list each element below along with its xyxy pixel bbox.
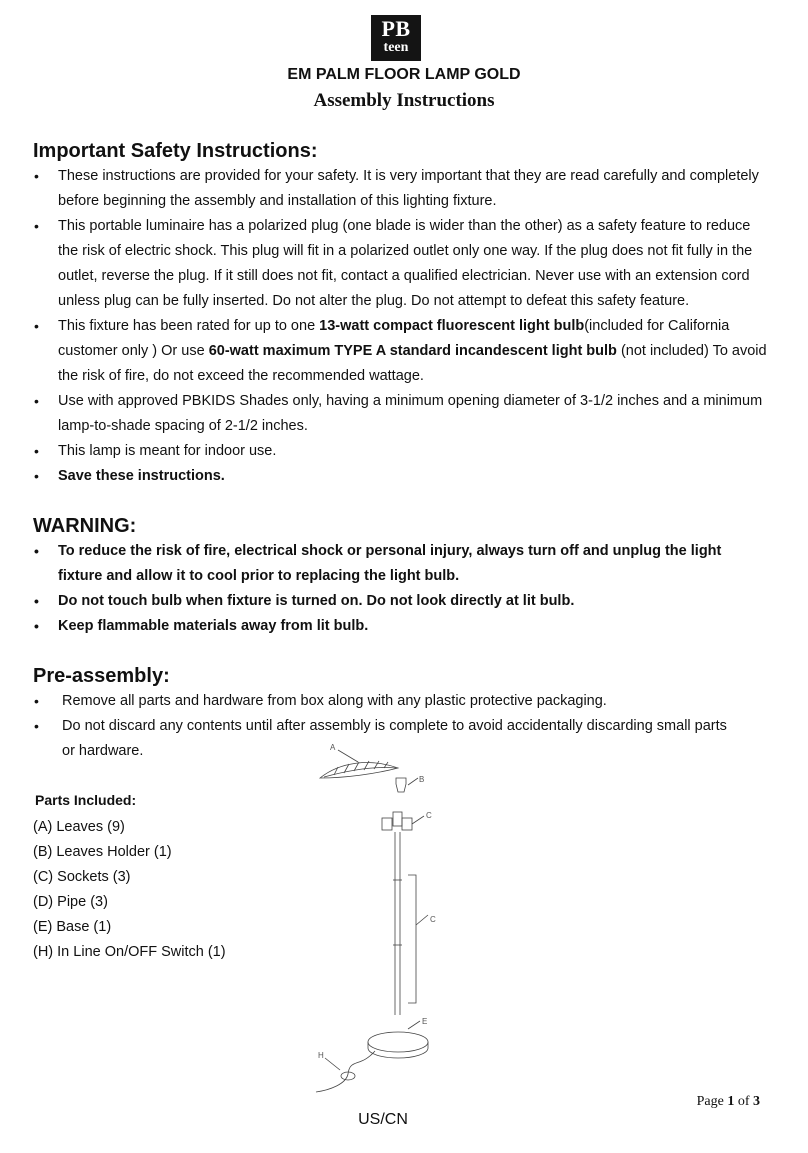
socket-center bbox=[393, 812, 402, 826]
socket-left bbox=[382, 818, 392, 830]
safety-item-3-bold-b: 60-watt maximum TYPE A standard incandescent light bulb bbox=[208, 343, 617, 359]
warning-heading: WARNING: bbox=[33, 515, 137, 537]
warning-list bbox=[33, 539, 768, 639]
warning-item-1-text: To reduce the risk of fire, electrical shock or personal injury, always turn off and unplug the light fixture and allow it to cool prior to replacing the light bulb. bbox=[58, 543, 722, 584]
part-item: (H) In Line On/OFF Switch (1) bbox=[33, 944, 226, 960]
safety-item-5 bbox=[33, 439, 768, 464]
safety-item-4 bbox=[33, 389, 768, 439]
logo-line-2: teen bbox=[383, 40, 409, 55]
part-item: (D) Pipe (3) bbox=[33, 894, 108, 910]
part-item: (A) Leaves (9) bbox=[33, 819, 125, 835]
diagram-label-c2: C bbox=[430, 915, 436, 924]
safety-item-6-text: Save these instructions. bbox=[58, 468, 225, 484]
safety-item-3-bold-a: 13-watt compact fluorescent light bulb bbox=[319, 318, 585, 334]
warning-item-3 bbox=[33, 614, 768, 639]
preassembly-item-2-text: Do not discard any contents until after assembly is complete to avoid accidentally discarding small parts or hardware. bbox=[62, 718, 727, 759]
page-number bbox=[697, 1094, 760, 1110]
preassembly-heading: Pre-assembly: bbox=[33, 665, 170, 687]
safety-item-6 bbox=[33, 464, 768, 489]
region-code: US/CN bbox=[358, 1111, 408, 1128]
safety-item-2-text: This portable luminaire has a polarized plug (one blade is wider than the other) as a safety feature to reduce the risk of electric shock. This plug will fit in a polarized outlet only one way. If the plug does not fit fully in the outlet, reverse the plug. If it still does not fit, contact a qualified electrician. Never use with an extension cord unless plug can be fully inserted. Do not alter the plug. Do not attempt to defeat this safety feature. bbox=[58, 218, 753, 309]
part-item: (B) Leaves Holder (1) bbox=[33, 844, 172, 860]
diagram-label-h: H bbox=[318, 1051, 324, 1060]
safety-heading: Important Safety Instructions: bbox=[33, 140, 318, 162]
socket-right bbox=[402, 818, 412, 830]
page-of: of bbox=[734, 1094, 753, 1109]
parts-heading: Parts Included: bbox=[35, 792, 137, 808]
page-total: 3 bbox=[753, 1094, 760, 1109]
base-illustration bbox=[368, 1032, 428, 1052]
lamp-parts-diagram bbox=[300, 740, 470, 1100]
leaves-holder-illustration bbox=[396, 778, 406, 792]
part-item: (E) Base (1) bbox=[33, 919, 112, 935]
warning-item-3-text: Keep flammable materials away from lit bulb. bbox=[58, 618, 369, 634]
diagram-label-c: C bbox=[426, 811, 432, 820]
safety-item-2 bbox=[33, 214, 768, 314]
diagram-label-a: A bbox=[330, 743, 336, 752]
warning-item-2 bbox=[33, 589, 768, 614]
page-prefix: Page bbox=[696, 1094, 728, 1109]
safety-item-3-text-b: (included for California customer only ) Or use bbox=[58, 318, 730, 359]
preassembly-item-1 bbox=[33, 689, 733, 714]
warning-item-2-text: Do not touch bulb when fixture is turned on. Do not look directly at lit bulb. bbox=[58, 593, 575, 609]
safety-item-1 bbox=[33, 164, 768, 214]
safety-list bbox=[33, 164, 768, 489]
diagram-label-b: B bbox=[419, 775, 425, 784]
document-subtitle: Assembly Instructions bbox=[313, 90, 495, 111]
safety-item-3-text-a: This fixture has been rated for up to one bbox=[58, 318, 320, 334]
logo-line-1: PB bbox=[381, 16, 411, 41]
safety-item-5-text: This lamp is meant for indoor use. bbox=[58, 443, 277, 459]
safety-item-4-text: Use with approved PBKIDS Shades only, having a minimum opening diameter of 3-1/2 inches and a minimum lamp-to-shade spacing of 2-1/2 inches. bbox=[58, 393, 763, 434]
diagram-label-e: E bbox=[422, 1017, 428, 1026]
product-title: EM PALM FLOOR LAMP GOLD bbox=[287, 66, 521, 83]
safety-item-3-text-c: (not included) To avoid the risk of fire, do not exceed the recommended wattage. bbox=[58, 343, 767, 384]
parts-list bbox=[33, 815, 226, 965]
safety-item-1-text: These instructions are provided for your safety. It is very important that they are read carefully and completely before beginning the assembly and installation of this lighting fixture. bbox=[58, 168, 759, 209]
part-item: (C) Sockets (3) bbox=[33, 869, 131, 885]
preassembly-item-1-text: Remove all parts and hardware from box along with any plastic protective packaging. bbox=[62, 693, 607, 709]
safety-item-3 bbox=[33, 314, 768, 389]
page-current: 1 bbox=[727, 1094, 735, 1109]
warning-item-1 bbox=[33, 539, 768, 589]
pbteen-logo bbox=[371, 15, 421, 61]
